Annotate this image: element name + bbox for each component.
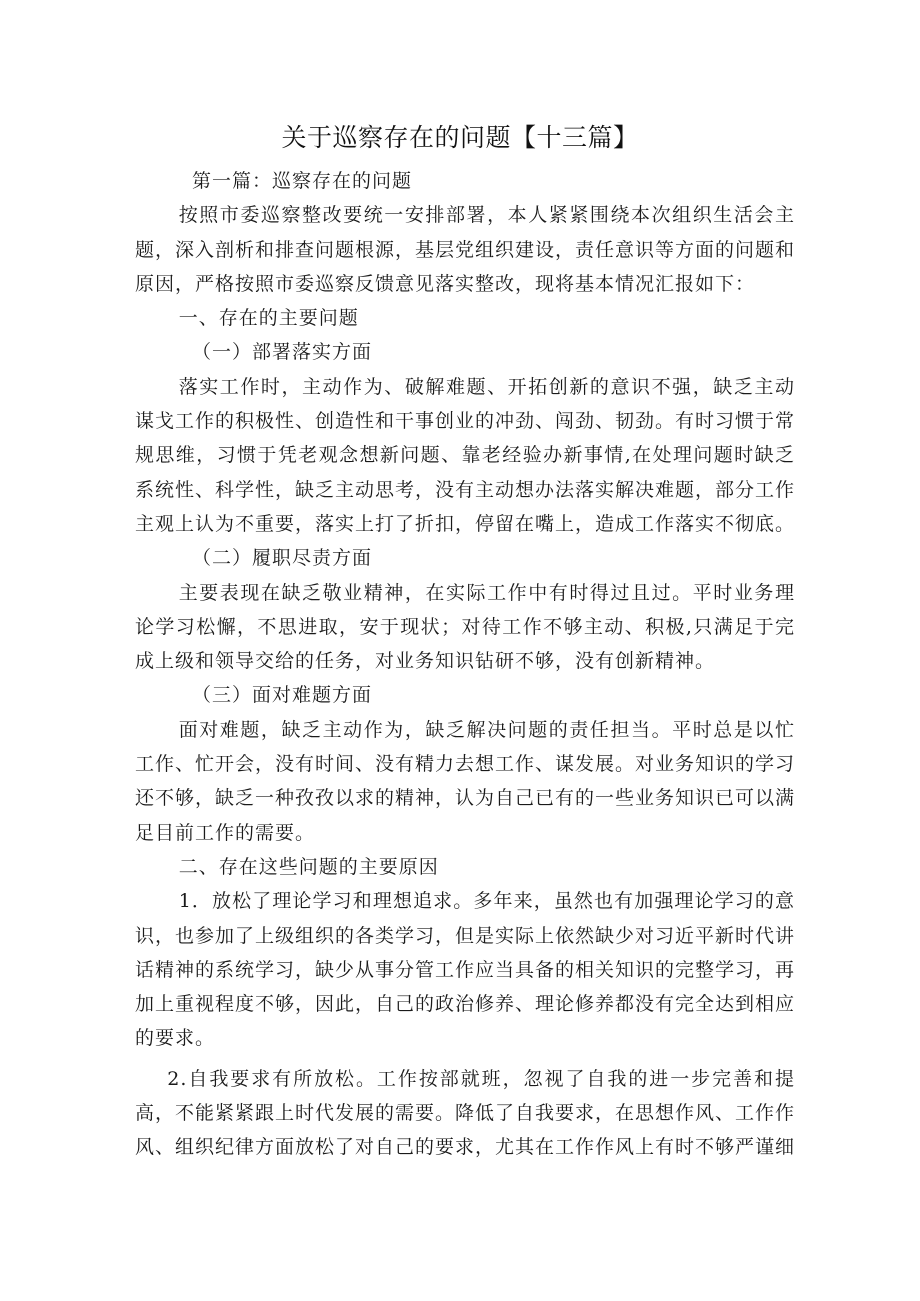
paragraph: （二）履职尽责方面 [192, 547, 373, 570]
paragraph: 落实工作时，主动作为、破解难题、开拓创新的意识不强，缺乏主动谋戈工作的积极性、创造性和干事创业的冲劲、闯劲、韧劲。有时习惯于常规思维，习惯于凭老观念想新问题、靠老经验办新事情,在处理问题时缺乏系统性、科学性，缺乏主动思考，没有主动想办法落实解决难题，部分工作主观上认为不重要，落实上打了折扣，停留在嘴上，造成工作落实不彻底。 [135, 375, 796, 535]
paragraph: （一）部署落实方面 [192, 341, 373, 364]
paragraph: （三）面对难题方面 [192, 684, 373, 707]
document-body [135, 164, 795, 1165]
paragraph: 二、存在这些问题的主要原因 [178, 855, 439, 878]
document-title: 关于巡察存在的问题【十三篇】 [281, 123, 639, 152]
paragraph: 2.自我要求有所放松。工作按部就班，忽视了自我的进一步完善和提高，不能紧紧跟上时代发展的需要。降低了自我要求，在思想作风、工作作风、组织纪律方面放松了对自己的要求，尤其在工作作风上有时不够严谨细 [135, 1067, 796, 1159]
paragraph: 第一篇：巡察存在的问题 [192, 170, 413, 192]
paragraph: 1．放松了理论学习和理想追求。多年来，虽然也有加强理论学习的意识，也参加了上级组织的各类学习，但是实际上依然缺少对习近平新时代讲话精神的系统学习，缺少从事分管工作应当具备的相关知识的完整学习，再加上重视程度不够，因此，自己的政治修养、理论修养都没有完全达到相应的要求。 [135, 890, 796, 1050]
paragraph: 一、存在的主要问题 [178, 307, 359, 330]
paragraph: 按照市委巡察整改要统一安排部署，本人紧紧围绕本次组织生活会主题，深入剖析和排查问题根源，基层党组织建设，责任意识等方面的问题和原因，严格按照市委巡察反馈意见落实整改，现将基本情况汇报如下： [135, 204, 796, 295]
paragraph: 面对难题，缺乏主动作为，缺乏解决问题的责任担当。平时总是以忙工作、忙开会，没有时间、没有精力去想工作、谋发展。对业务知识的学习还不够，缺乏一种孜孜以求的精神，认为自己已有的一些业务知识已可以满足目前工作的需要。 [135, 718, 796, 844]
paragraph: 主要表现在缺乏敬业精神，在实际工作中有时得过且过。平时业务理论学习松懈，不思进取，安于现状；对待工作不够主动、积极,只满足于完成上级和领导交给的任务，对业务知识钻研不够，没有创新精神。 [135, 581, 795, 673]
